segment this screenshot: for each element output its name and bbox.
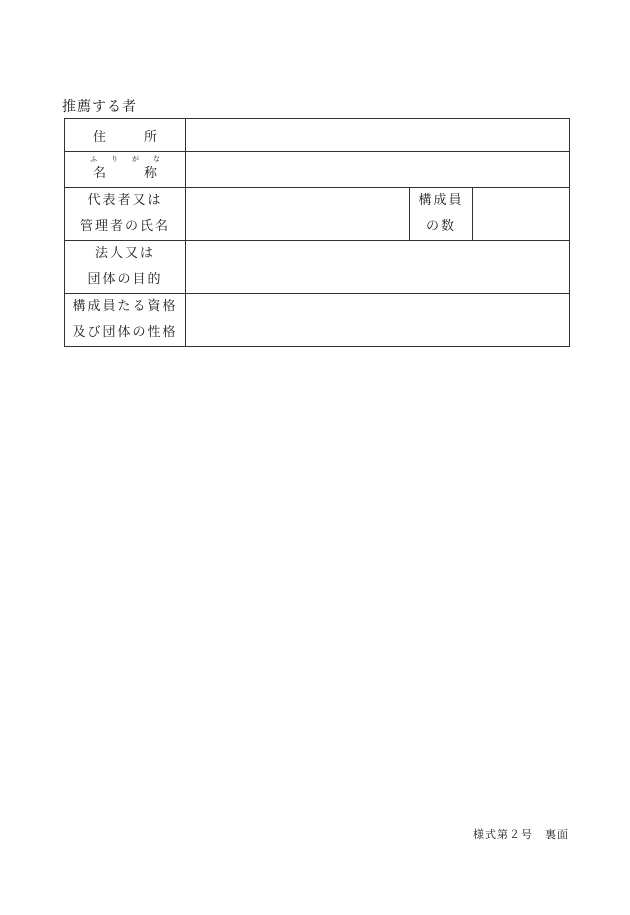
address-row: [65, 119, 570, 152]
representative-label-line2: 管理者の氏名: [79, 219, 170, 234]
representative-label-cell: [65, 188, 186, 241]
purpose-label-line2: 団体の目的: [87, 272, 163, 287]
purpose-field[interactable]: [186, 241, 570, 294]
form-heading: 推薦する者: [62, 99, 137, 115]
name-field[interactable]: [186, 152, 570, 188]
members-count-field[interactable]: [473, 188, 570, 241]
address-label: 住所: [92, 129, 195, 145]
form-footer: [473, 826, 569, 842]
furigana-label: ふりがな: [90, 154, 174, 163]
representative-label-line1: 代表者又は: [87, 193, 163, 208]
form-number: 様式第２号: [473, 828, 533, 841]
representative-row: [65, 188, 570, 241]
qualification-label-line2: 及び団体の性格: [72, 325, 178, 340]
members-count-label-cell: [410, 188, 473, 241]
purpose-label-line1: 法人又は: [94, 246, 155, 261]
qualification-label-line1: 構成員たる資格: [72, 299, 178, 314]
name-row: [65, 152, 570, 188]
name-label: 名称: [92, 165, 195, 181]
qualification-label-cell: [65, 294, 186, 347]
members-count-label-line2: の数: [425, 219, 456, 234]
representative-field[interactable]: [186, 188, 410, 241]
address-field[interactable]: [186, 119, 570, 152]
address-label-cell: [65, 119, 195, 152]
qualification-field[interactable]: [186, 294, 570, 347]
purpose-label-cell: [65, 241, 186, 294]
purpose-row: [65, 241, 570, 294]
name-label-cell: [65, 152, 195, 188]
page-side: 裏面: [545, 828, 569, 841]
qualification-row: [65, 294, 570, 347]
nominator-form-table: [64, 118, 570, 347]
members-count-label-line1: 構成員: [418, 193, 464, 208]
